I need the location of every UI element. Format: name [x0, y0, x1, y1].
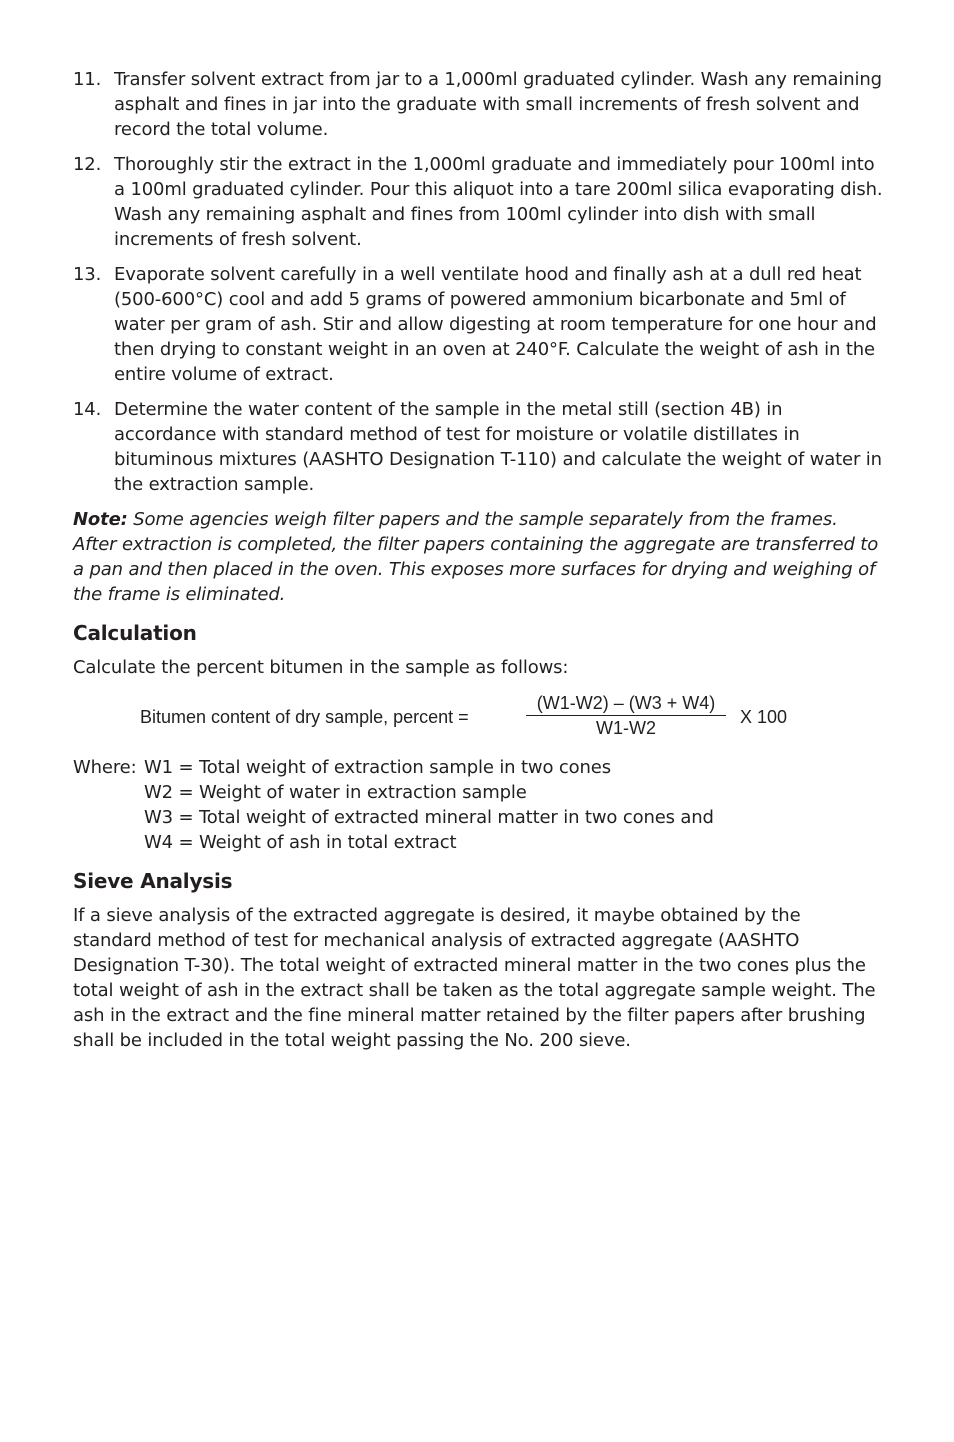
formula-denominator: W1-W2 — [596, 718, 656, 738]
definition-text: W4 = Weight of ash in total extract — [144, 832, 457, 853]
step-number: 11. — [73, 69, 102, 90]
procedure-step — [73, 152, 883, 252]
variable-definitions — [73, 755, 883, 855]
page-content — [73, 67, 883, 1053]
calculation-heading: Calculation — [73, 621, 197, 645]
step-text: Transfer solvent extract from jar to a 1,000ml graduated cylinder. Wash any remaining asphalt and fines in jar into the graduate with small increments of fresh solvent and record the total volume. — [114, 69, 882, 140]
sieve-analysis-text: If a sieve analysis of the extracted aggregate is desired, it maybe obtained by the standard method of test for mechanical analysis of extracted aggregate (AASHTO Designation T-30). The total weight of extracted mineral matter in the two cones plus the total weight of ash in the extract shall be taken as the total aggregate sample weight. The ash in the extract and the fine mineral matter retained by the filter papers after brushing shall be included in the total weight passing the No. 200 sieve. — [73, 905, 876, 1051]
definition-text: W1 = Total weight of extraction sample in two cones — [144, 757, 611, 778]
definition-spacer — [73, 780, 144, 805]
definition-spacer — [73, 830, 144, 855]
step-number: 14. — [73, 399, 102, 420]
definition-row — [73, 830, 883, 855]
step-text: Thoroughly stir the extract in the 1,000ml graduate and immediately pour 100ml into a 100ml graduated cylinder. Pour this aliquot into a tare 200ml silica evaporating dish. Wash any remaining asphalt and fines from 100ml cylinder into dish with small increments of fresh solvent. — [114, 154, 883, 250]
definition-row — [73, 780, 883, 805]
definition-row — [73, 805, 883, 830]
procedure-steps — [73, 67, 883, 497]
definition-row — [73, 755, 883, 780]
definition-spacer — [73, 805, 144, 830]
sieve-analysis-heading: Sieve Analysis — [73, 869, 233, 893]
bitumen-formula — [73, 688, 883, 746]
note-text: Some agencies weigh filter papers and the sample separately from the frames. After extraction is completed, the filter papers containing the aggregate are transferred to a pan and then placed in the oven. This exposes more surfaces for drying and weighing of the frame is eliminated. — [73, 509, 879, 605]
calculation-intro: Calculate the percent bitumen in the sample as follows: — [73, 657, 569, 678]
procedure-step — [73, 67, 883, 142]
note-label: Note: — [73, 509, 128, 530]
formula-label: Bitumen content of dry sample, percent = — [140, 707, 469, 727]
step-text: Evaporate solvent carefully in a well ventilate hood and finally ash at a dull red heat (500-600°C) cool and add 5 grams of powered ammonium bicarbonate and 5ml of water per gram of ash. Stir and allow digesting at room temperature for one hour and then drying to constant weight in an oven at 240°F. Calculate the weight of ash in the entire volume of extract. — [114, 264, 877, 385]
note-paragraph — [73, 507, 883, 607]
formula-multiplier: X 100 — [740, 707, 788, 727]
formula-numerator: (W1-W2) – (W3 + W4) — [526, 692, 726, 716]
formula-fraction — [526, 692, 726, 740]
procedure-step — [73, 262, 883, 387]
where-label: Where: — [73, 757, 137, 778]
step-text: Determine the water content of the sample in the metal still (section 4B) in accordance with standard method of test for moisture or volatile distillates in bituminous mixtures (AASHTO Designation T-110) and calculate the weight of water in the extraction sample. — [114, 399, 882, 495]
definition-text: W3 = Total weight of extracted mineral matter in two cones and — [144, 807, 714, 828]
definition-text: W2 = Weight of water in extraction sample — [144, 782, 527, 803]
step-number: 12. — [73, 154, 102, 175]
procedure-step — [73, 397, 883, 497]
step-number: 13. — [73, 264, 102, 285]
